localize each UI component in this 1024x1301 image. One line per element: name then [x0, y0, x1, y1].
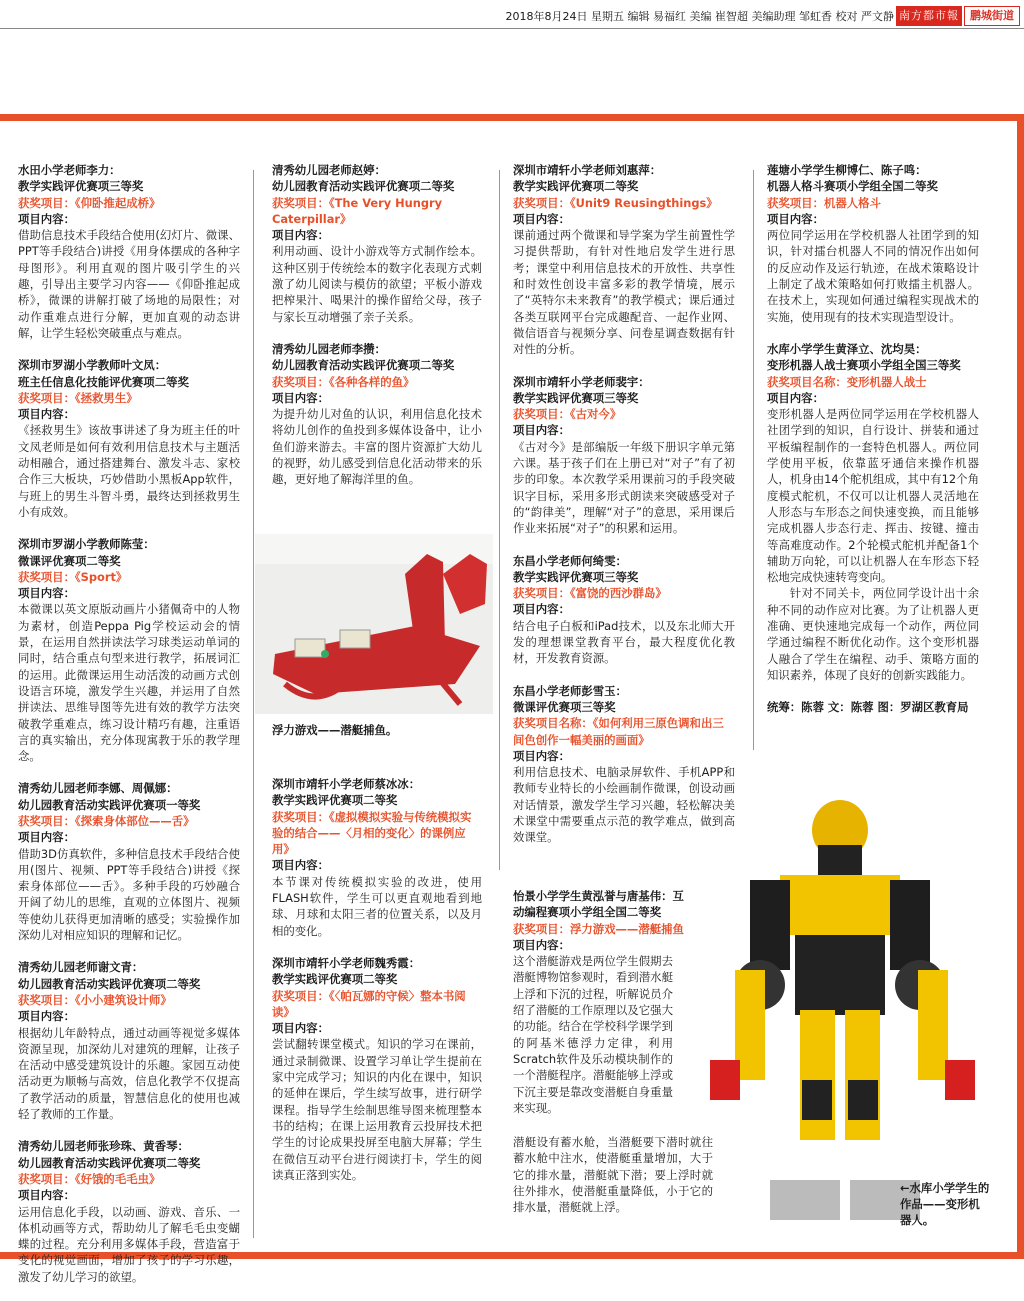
award-title: 教学实践评优赛项二等奖 [272, 972, 398, 987]
content-label: 项目内容： [18, 586, 75, 601]
award-entry [272, 162, 482, 325]
content-text: 借助信息技术手段结合使用(幻灯片、微课、PPT等手段结合)讲授《用身体摆成的各种字母图形》。利用直观的图片吸引学生的兴趣，引导出主要学习内容——《仰卧推起成桥》，微课的讲解打破了场地的局限性；对动作重难点进行分解，更加直观的动态讲解，让学生轻松突破重点与难点。 [18, 228, 240, 340]
column-divider [253, 170, 254, 1238]
section-logo: 鹏城街道 [964, 6, 1020, 26]
content-text-continued: 针对不同关卡，两位同学设计出十余种不同的动作应对比赛。为了让机器人更准确、更快速地完成每一个动作，两位同学通过编程不断优化动作。这个变形机器人融合了学生在编程、动手、策略方面的知识素养，体现了良好的创新实践能力。 [767, 586, 979, 682]
masthead: 2018年8月24日 星期五 编辑 易福红 美编 崔智超 美编助理 邹虹香 校对 严文静 [505, 10, 894, 23]
award-project: 获奖项目：《各种各样的鱼》 [272, 374, 415, 389]
column-3-story [513, 888, 691, 1116]
content-text: 尝试翻转课堂模式。知识的学习在课前，通过录制微课、设置学习单让学生提前在家中完成学习；知识的内化在课中，知识的延伸在课后，学生续写故事，进行研学课程。指导学生绘制思维导图来梳理整本书的结构；在课上运用教育云投屏技术把学生的讨论成果投屏至电脑大屏幕；学生在微信互动平台进行阅读打卡，学生的阅读真正落到实处。 [272, 1037, 482, 1182]
submarine-robot-photo [255, 534, 493, 714]
award-project: 获奖项目：《〈帕瓦娜的守候〉整本书阅读》 [272, 988, 466, 1019]
content-text: 结合电子白板和iPad技术，以及东北师大开发的理想课堂教育平台，最大程度优化教材，开发教育资源。 [513, 618, 735, 666]
content-label: 项目内容： [272, 858, 329, 873]
content-label: 项目内容： [513, 937, 570, 952]
award-project: 获奖项目：《Sport》 [18, 569, 128, 584]
column-4 [767, 162, 979, 716]
award-title: 教学实践评优赛项二等奖 [513, 179, 639, 194]
content-label: 项目内容： [18, 1009, 75, 1024]
award-project: 获奖项目：《富饶的西沙群岛》 [513, 586, 667, 601]
content-label: 项目内容： [513, 423, 570, 438]
content-text: 为提升幼儿对鱼的认识，利用信息化技术将幼儿创作的鱼投到多媒体设备中，让小鱼们游来游去。丰富的图片资源扩大幼儿的视野，幼儿感受到信息化活动带来的乐趣，更好地了解海洋里的鱼。 [272, 407, 482, 487]
header-rule [0, 28, 1024, 29]
content-text: 课前通过两个微课和导学案为学生前置性学习提供帮助，有针对性地启发学生进行思考；课堂中利用信息技术的开放性、共享性和时效性创设丰富多彩的教学情境，展示了“英特尔未来教育”的教学模式；课后通过各类互联网平台完成趣配音、一起作业网、微信语音与视频分享、问卷星调查数据有针对性的分析。 [513, 228, 735, 357]
content-text: 潜艇设有蓄水舱，当潜艇要下潜时就往蓄水舱中注水，使潜艇重量增加，大于它的排水量，潜艇就下潜；要上浮时就往外排水，使潜艇重量降低，小于它的排水量，潜艇就上浮。 [513, 1135, 713, 1215]
winner-name: 深圳市罗湖小学教师叶文凤： [18, 358, 167, 373]
content-label: 项目内容： [272, 228, 329, 243]
winner-name: 清秀幼儿园老师谢文青： [18, 960, 144, 975]
award-project: 获奖项目：《古对今》 [513, 407, 622, 422]
newspaper-logo: 南方都市報 [896, 6, 962, 26]
content-text: 本微课以英文原版动画片小猪佩奇中的人物为素材，创造Peppa Pig学校运动会的情景，在运用自然拼读法学习球类运动单词的同时，结合重点句型来进行教学，拓展词汇的运用。此微课运用生动活泼的动画方式创设语言环境，激发学生兴趣，并运用了自然拼读法、思维导图等先进有效的教学方法突破教学重难点，练习设计精巧有趣，注重语言的真实输出，充分体现寓教于乐的教学理念。 [18, 602, 240, 764]
award-title: 幼儿园教育活动实践评优赛项二等奖 [272, 179, 455, 194]
winner-name: 深圳市靖轩小学老师蔡冰冰： [272, 777, 421, 791]
winner-name: 深圳市罗湖小学教师陈莹： [18, 537, 155, 552]
award-title: 微课评优赛项二等奖 [18, 553, 121, 568]
content-label: 项目内容： [272, 1021, 329, 1036]
content-label: 项目内容： [18, 407, 75, 422]
winner-name: 清秀幼儿园老师张珍珠、黄香琴： [18, 1139, 189, 1154]
award-entry [272, 776, 482, 939]
award-entry [513, 374, 735, 537]
winner-name: 深圳市靖轩小学老师裴宇： [513, 374, 650, 389]
award-entry [18, 536, 240, 764]
winner-name: 水田小学老师李力： [18, 163, 121, 177]
winner-name: 清秀幼儿园老师李娜、周佩娜： [18, 781, 178, 796]
award-entry [767, 162, 979, 325]
column-divider [753, 170, 754, 750]
content-text: 《拯救男生》该故事讲述了身为班主任的叶文凤老师是如何有效利用信息技术与主题活动相融合，通过搭建舞台、激发斗志、家校合作三大板块，巧妙借助小黑板App软件，与班上的男生斗智斗勇，最终达到拯救男生小有成效。 [18, 423, 240, 519]
content-label: 项目内容： [767, 211, 824, 226]
award-entry [272, 955, 482, 1183]
award-title: 幼儿园教育活动实践评优赛项二等奖 [272, 358, 455, 373]
award-project: 获奖项目：《好饿的毛毛虫》 [18, 1171, 161, 1186]
award-title: 变形机器人战士赛项小学组全国三等奖 [767, 358, 961, 373]
content-text: 两位同学运用在学校机器人社团学到的知识，针对擂台机器人不同的情况作出如何的反应动作及运行轨迹，在战术策略设计上制定了战术策略如何打败擂主机器人。在技术上，实现如何通过编程实现战术的实施，使用现有的技术实现造型设计。 [767, 228, 979, 324]
column-2 [272, 162, 482, 504]
award-entry [18, 959, 240, 1122]
award-project: 获奖项目：《小小建筑设计师》 [18, 992, 172, 1007]
content-label: 项目内容： [513, 748, 570, 763]
award-entry [18, 357, 240, 520]
award-project: 获奖项目：机器人格斗 [767, 195, 881, 210]
award-project: 获奖项目：《Unit9 Reusingthings》 [513, 195, 718, 210]
content-label: 项目内容： [513, 211, 570, 226]
content-text: 借助3D仿真软件，多种信息技术手段结合使用(图片、视频、PPT等手段结合)讲授《探索身体部位——舌》。多种手段的巧妙融合开阔了幼儿的思维，直观的立体图片、视频等使幼儿获得更加清晰的感受；实验操作加深幼儿对相应知识的理解和记忆。 [18, 846, 240, 943]
column-3-continued [513, 1134, 713, 1215]
page-header [0, 0, 1024, 34]
award-entry [18, 162, 240, 341]
award-title: 教学实践评优赛项三等奖 [513, 390, 639, 405]
award-project: 获奖项目：《仰卧推起成桥》 [18, 195, 161, 210]
award-entry [513, 162, 735, 358]
award-title: 教学实践评优赛项三等奖 [18, 179, 144, 194]
award-entry [18, 780, 240, 943]
robot-caption: ←水库小学学生的作品——变形机器人。 [900, 1181, 990, 1227]
award-title: 教学实践评优赛项三等奖 [513, 569, 639, 584]
content-text: 利用信息技术、电脑录屏软件、手机APP和教师专业特长的小绘画制作微课，创设动画对话情景，激发学生学习兴趣，轻松解决美术课堂中需要重点示范的教学难点，做到高效课堂。 [513, 765, 735, 845]
award-project: 获奖项目：《探索身体部位——舌》 [18, 813, 195, 828]
award-title: 幼儿园教育活动实践评优赛项一等奖 [18, 797, 201, 812]
winner-name: 水库小学学生黄泽立、沈均昊： [767, 341, 927, 356]
award-entry [272, 341, 482, 488]
content-label: 项目内容： [272, 390, 329, 405]
award-project: 获奖项目名称：《如何利用三原色调和出三间色创作一幅美丽的画面》 [513, 716, 724, 747]
content-text: 《古对今》是部编版一年级下册识字单元第六课。基于孩子们在上册已对“对子”有了初步的印象。本次教学采用课前习的手段突破识字目标，采用多形式朗读来突破感受对子的“韵律美”，理解“对子”的意思，采用课后作业来拓展“对子”的积累和运用。 [513, 439, 735, 536]
award-project: 获奖项目：《The Very Hungry Caterpillar》 [272, 195, 443, 226]
photo-caption: 浮力游戏——潜艇捕鱼。 [272, 723, 398, 737]
award-title: 机器人格斗赛项小学组全国二等奖 [767, 179, 938, 194]
column-3 [513, 162, 735, 862]
content-label: 项目内容： [18, 211, 75, 226]
winner-name: 东昌小学老师何绮雯： [513, 553, 627, 568]
winner-name: 清秀幼儿园老师李攒： [272, 341, 386, 356]
winner-name: 清秀幼儿园老师赵婷： [272, 163, 386, 177]
content-label: 项目内容： [18, 1188, 75, 1203]
award-project: 获奖项目：《拯救男生》 [18, 390, 138, 405]
column-divider [499, 170, 500, 870]
award-entry [767, 341, 979, 683]
award-title: 幼儿园教育活动实践评优赛项二等奖 [18, 976, 201, 991]
winner-name: 东昌小学老师彭雪玉： [513, 683, 627, 698]
award-title: 班主任信息化技能评优赛项二等奖 [18, 374, 189, 389]
content-text: 本节课对传统模拟实验的改进，使用FLASH软件，学生可以更直观地看到地球、月球和太阳三者的位置关系，以及月相的变化。 [272, 874, 482, 938]
winner-name: 深圳市靖轩小学老师魏秀霞： [272, 955, 421, 970]
award-title: 微课评优赛项三等奖 [513, 699, 616, 714]
content-label: 项目内容： [18, 830, 75, 845]
award-project: 获奖项目名称：变形机器人战士 [767, 374, 927, 389]
content-text: 利用动画、设计小游戏等方式制作绘本。这种区别于传统绘本的数字化表现方式刺激了幼儿阅读与模仿的欲望；平板小游戏把榨果汁、喝果汁的操作留给父母，孩子与家长互动增强了亲子关系。 [272, 244, 482, 324]
column-2-lower [272, 776, 482, 1199]
winner-name: 怡景小学学生黄泓誉与唐基伟：互动编程赛项小学组全国二等奖 [513, 889, 684, 920]
content-text: 根据幼儿年龄特点，通过动画等视觉多媒体资源呈现，加深幼儿对建筑的理解，让孩子在活动中感受建筑设计的乐趣。家园互动使活动更为顺畅与高效，信息化教学不仅提高了教学活动的质量，智慧信息化的使用也减轻了教师的工作量。 [18, 1025, 240, 1122]
content-label: 项目内容： [767, 390, 824, 405]
column-1 [18, 162, 240, 1301]
content-text: 变形机器人是两位同学运用在学校机器人社团学到的知识，自行设计、拼装和通过平板编程制作的一套特色机器人。两位同学使用平板，依靠蓝牙通信来操作机器人，机身由14个舵机组成，其中有12个角度模式舵机，不仅可以让机器人灵活地在人形态与车形态之间快速变换，而且能够完成机器人步态行走、挥击、按键、撞击等高难度动作。2个轮模式舵机并配备1个辅助万向轮，可以让机器人在车形态下轻松地完成快速转弯变向。 [767, 407, 979, 585]
award-title: 幼儿园教育活动实践评优赛项二等奖 [18, 1155, 201, 1170]
content-text: 这个潜艇游戏是两位学生假期去潜艇博物馆参观时，看到潜水艇上浮和下沉的过程，听解说员介绍了潜艇的工作原理以及它强大的功能。结合在学校科学课学到的阿基米德浮力定律，利用Scratch软件及乐动模块制作的一个潜艇程序。潜艇能够上浮或下沉主要是靠改变潜艇自身重量来实现。 [513, 954, 673, 1115]
credit-line: 统筹：陈蓉 文：陈蓉 图：罗湖区教育局 [767, 700, 969, 715]
content-label: 项目内容： [513, 602, 570, 617]
award-project: 获奖项目：《虚拟模拟实验与传统模拟实验的结合——〈月相的变化〉的课例应用》 [272, 809, 472, 857]
winner-name: 深圳市靖轩小学老师刘惠萍： [513, 163, 662, 177]
content-text: 运用信息化手段，以动画、游戏、音乐、一体机动画等方式，帮助幼儿了解毛毛虫变蝴蝶的过程。充分利用多媒体手段，营造富于变化的视觉画面，增加了孩子的学习乐趣，激发了幼儿学习的欲望。 [18, 1204, 240, 1284]
award-title: 教学实践评优赛项二等奖 [272, 793, 398, 808]
award-project: 获奖项目：浮力游戏——潜艇捕鱼 [513, 921, 684, 936]
winner-name: 莲塘小学学生柳博仁、陈子鸣： [767, 163, 927, 177]
award-entry [18, 1138, 240, 1285]
award-entry [513, 553, 735, 667]
